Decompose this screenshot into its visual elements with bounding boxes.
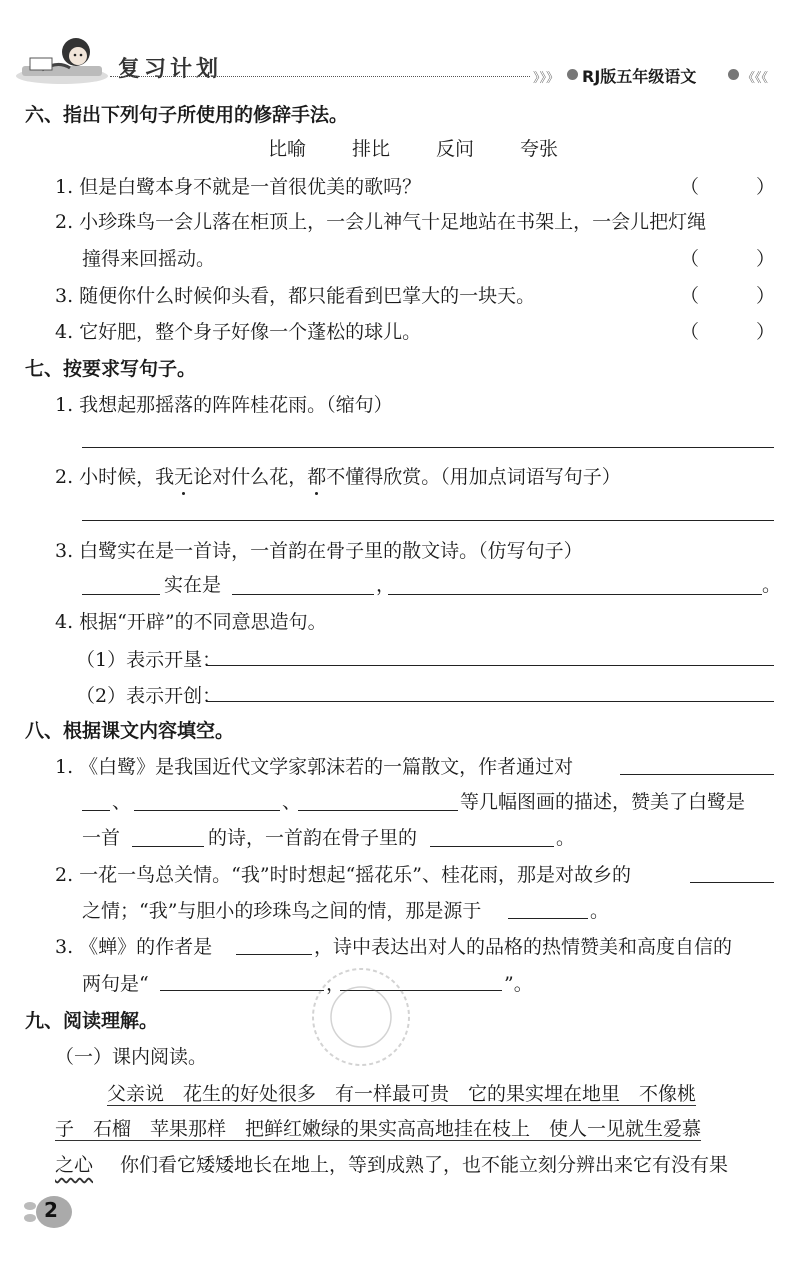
s7-q4: 4. 根据“开辟”的不同意思造句。 [55,611,327,633]
book-label: RJ版五年级语文 [582,67,697,86]
s7-q3-comma: ， [376,574,396,596]
s6-q3: 3. 随便你什么时候仰头看，都只能看到巴掌大的一块天。 [55,285,536,307]
s8-q1-line2-end: 等几幅图画的描述，赞美了白鹭是 [460,791,746,813]
passage-line-3-start: 之心 [55,1154,94,1176]
page-number: 2 [44,1198,58,1222]
answer-blank[interactable] [232,594,374,595]
answer-blank[interactable] [508,918,588,919]
bullet-dot-icon [567,69,578,80]
s8-q1-line3-pre: 一首 [82,827,121,849]
answer-blank[interactable] [132,846,204,847]
answer-line[interactable] [206,701,774,702]
s8-q3-line1-pre: 3. 《蝉》的作者是 [55,936,213,958]
s7-q4-2: （2）表示开创： [76,685,222,707]
answer-blank[interactable] [82,594,160,595]
answer-line[interactable] [82,520,774,521]
option-parallelism: 排比 [352,138,391,160]
section-7-title: 七、按要求写句子。 [25,358,197,380]
s8-q3-line2-mid: ， [326,973,346,995]
answer-paren[interactable]: （ ） [680,176,776,198]
answer-paren[interactable]: （ ） [680,248,776,270]
s8-q1-line3-mid: 的诗，一首韵在骨子里的 [208,827,418,849]
header-divider [110,76,530,77]
option-exaggeration: 夸张 [520,138,559,160]
passage-line-3: 你们看它矮矮地长在地上，等到成熟了，也不能立刻分辨出来它有没有果 [120,1154,729,1176]
s8-q3-line2-pre: 两句是“ [82,973,149,995]
answer-blank[interactable] [690,882,774,883]
answer-blank[interactable] [134,810,280,811]
s8-q3-line2-end: ”。 [504,973,533,995]
s6-q1: 1. 但是白鹭本身不就是一首很优美的歌吗？ [55,176,422,198]
s7-q2-pre: 2. 小时候，我 [55,466,175,488]
option-metaphor: 比喻 [268,138,307,160]
s6-q4: 4. 它好肥，整个身子好像一个蓬松的球儿。 [55,321,422,343]
answer-line[interactable] [206,665,774,666]
girl-reading-logo-icon [12,30,112,88]
dotted-word-1: 无 [174,462,193,489]
answer-blank[interactable] [236,954,312,955]
s7-q3-mid: 实在是 [164,574,222,596]
s8-q2-line2-pre: 之情；“我”与胆小的珍珠鸟之间的情，那是源于 [82,900,482,922]
answer-blank[interactable] [430,846,554,847]
section-6-title: 六、指出下列句子所使用的修辞手法。 [25,104,349,126]
header-title: 复习计划 [118,57,223,82]
s7-q4-1: （1）表示开垦： [76,649,222,671]
watermark-stamp-icon [296,962,426,1072]
answer-paren[interactable]: （ ） [680,285,776,307]
bullet-dot-icon [728,69,739,80]
s8-q1-sep2: 、 [282,791,302,813]
s6-q2-line2: 撞得来回摇动。 [82,248,216,270]
s8-q1-line1: 1. 《白鹭》是我国近代文学家郭沫若的一篇散文，作者通过对 [55,756,574,778]
s7-q2-mid: 论对什么花， [193,466,308,488]
passage-line-2: 子 石榴 苹果那样 把鲜红嫩绿的果实高高地挂在枝上 使人一见就生爱慕 [55,1118,702,1140]
answer-blank[interactable] [298,810,458,811]
s8-q3-line1-post: ，诗中表达出对人的品格的热情赞美和高度自信的 [314,936,733,958]
s8-q2-line2-end: 。 [590,900,610,922]
dotted-word-2: 都 [307,462,326,489]
s9-subtitle: （一）课内阅读。 [55,1046,208,1068]
s8-q1-line3-end: 。 [556,827,576,849]
s7-q3: 3. 白鹭实在是一首诗，一首韵在骨子里的散文诗。（仿写句子） [55,540,583,562]
answer-line[interactable] [82,447,774,448]
s7-q1: 1. 我想起那摇落的阵阵桂花雨。（缩句） [55,394,393,416]
s6-q2-line1: 2. 小珍珠鸟一会儿落在柜顶上，一会儿神气十足地站在书架上，一会儿把灯绳 [55,211,707,233]
header-arrows-left: 》》》 [533,71,560,86]
s8-q2-line1: 2. 一花一鸟总关情。“我”时时想起“摇花乐”、桂花雨，那是对故乡的 [55,864,632,886]
option-rhetorical-question: 反问 [436,138,475,160]
s7-q2 [55,462,621,489]
header-arrows-right: 《《《 [742,71,769,86]
s7-q3-end: 。 [762,574,782,596]
section-8-title: 八、根据课文内容填空。 [25,720,235,742]
passage-line-1: 父亲说 花生的好处很多 有一样最可贵 它的果实埋在地里 不像桃 [107,1083,697,1105]
answer-blank[interactable] [82,810,110,811]
s7-q2-post: 不懂得欣赏。（用加点词语写句子） [326,466,621,488]
answer-blank[interactable] [388,594,762,595]
s8-q1-sep1: 、 [112,791,132,813]
answer-blank[interactable] [620,774,774,775]
answer-paren[interactable]: （ ） [680,321,776,343]
section-9-title: 九、阅读理解。 [25,1010,159,1032]
